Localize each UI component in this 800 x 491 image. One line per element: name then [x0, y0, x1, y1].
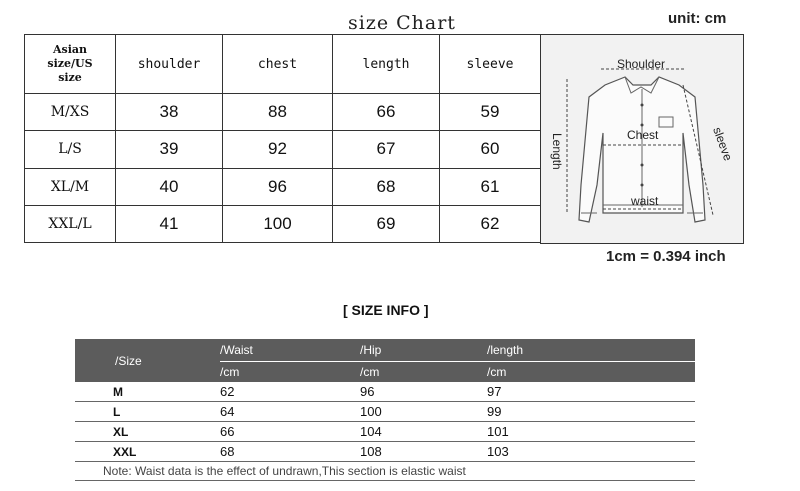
unit-label: /cm — [360, 362, 487, 383]
table-row — [25, 131, 541, 168]
length-header: /length — [487, 339, 695, 362]
table-row — [75, 402, 695, 422]
size-chart-title: size Chart — [348, 12, 456, 34]
length-cell: 99 — [487, 402, 695, 422]
unit-label: /cm — [220, 362, 360, 383]
waist-cell: 62 — [220, 382, 360, 402]
length-cell: 68 — [333, 168, 440, 205]
size-cell: M — [75, 382, 220, 402]
length-cell: 97 — [487, 382, 695, 402]
size-cell: XXL/L — [25, 205, 116, 242]
waist-header: /Waist — [220, 339, 360, 362]
table-row — [75, 422, 695, 442]
header-chest: chest — [223, 35, 333, 94]
header-sleeve: sleeve — [440, 35, 541, 94]
chest-cell: 96 — [223, 168, 333, 205]
corner-header-line: size/US — [47, 57, 93, 70]
length-label: Length — [550, 133, 564, 170]
corner-header-line: size — [58, 71, 82, 84]
shoulder-cell: 41 — [116, 205, 223, 242]
length-cell: 66 — [333, 94, 440, 131]
size-chart-header-row — [25, 35, 541, 94]
shirt-measurement-icon — [541, 35, 743, 243]
corner-header — [25, 35, 116, 94]
table-row — [75, 382, 695, 402]
unit-label: unit: cm — [668, 10, 727, 27]
size-chart-table — [24, 34, 541, 243]
length-cell: 103 — [487, 442, 695, 462]
length-cell: 101 — [487, 422, 695, 442]
waist-cell: 66 — [220, 422, 360, 442]
chest-cell: 88 — [223, 94, 333, 131]
hip-cell: 100 — [360, 402, 487, 422]
sleeve-cell: 60 — [440, 131, 541, 168]
hip-cell: 104 — [360, 422, 487, 442]
size-header: /Size — [75, 339, 220, 382]
size-info-title: [ SIZE INFO ] — [343, 302, 429, 318]
size-info-table — [75, 339, 695, 481]
waist-cell: 64 — [220, 402, 360, 422]
table-row — [75, 442, 695, 462]
hip-cell: 108 — [360, 442, 487, 462]
waist-label: waist — [631, 194, 659, 208]
shoulder-cell: 40 — [116, 168, 223, 205]
sleeve-cell: 62 — [440, 205, 541, 242]
size-cell: M/XS — [25, 94, 116, 131]
length-cell: 67 — [333, 131, 440, 168]
table-row — [25, 205, 541, 242]
shoulder-label: Shoulder — [617, 57, 666, 71]
waist-note: Note: Waist data is the effect of undrawn,This section is elastic waist — [75, 462, 695, 481]
chest-cell: 92 — [223, 131, 333, 168]
size-info-header-row — [75, 339, 695, 362]
chest-label: Chest — [627, 128, 659, 142]
garment-diagram — [540, 34, 744, 244]
size-cell: XL — [75, 422, 220, 442]
waist-cell: 68 — [220, 442, 360, 462]
shoulder-cell: 39 — [116, 131, 223, 168]
size-cell: L/S — [25, 131, 116, 168]
unit-label: /cm — [487, 362, 695, 383]
chest-cell: 100 — [223, 205, 333, 242]
header-length: length — [333, 35, 440, 94]
note-row — [75, 462, 695, 481]
conversion-note: 1cm = 0.394 inch — [606, 248, 726, 265]
hip-header: /Hip — [360, 339, 487, 362]
hip-cell: 96 — [360, 382, 487, 402]
sleeve-cell: 61 — [440, 168, 541, 205]
size-cell: XXL — [75, 442, 220, 462]
sleeve-cell: 59 — [440, 94, 541, 131]
length-cell: 69 — [333, 205, 440, 242]
sleeve-label: sleeve — [710, 125, 736, 163]
size-cell: L — [75, 402, 220, 422]
shoulder-cell: 38 — [116, 94, 223, 131]
header-shoulder: shoulder — [116, 35, 223, 94]
table-row — [25, 168, 541, 205]
table-row — [25, 94, 541, 131]
corner-header-line: Asian — [52, 43, 88, 56]
size-cell: XL/M — [25, 168, 116, 205]
